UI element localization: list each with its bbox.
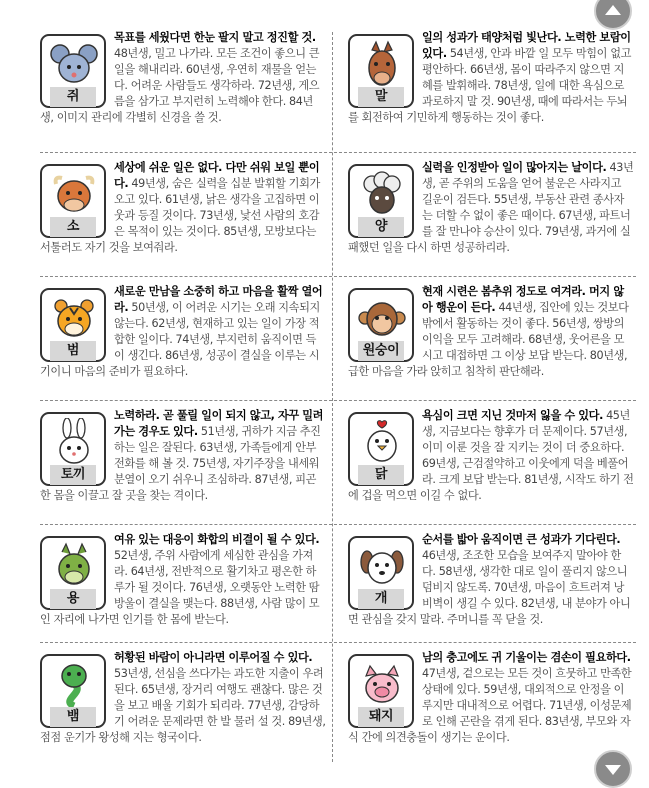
row-divider <box>40 642 636 643</box>
scroll-up-button[interactable] <box>594 0 632 30</box>
fortune-headline: 새로운 만남을 소중히 하고 마음을 활짝 열어라. <box>114 285 323 314</box>
zodiac-entry-pig <box>348 648 634 746</box>
fortune-body: 50년생, 이 어려운 시기는 오래 지속되지 않는다. 62년생, 현재하고 있는 일이 가장 적합한 일이다. 74년생, 부지런히 움직이면 득이 생긴다. 86년생, 성공이 결실을 이루는 시기이니 마음의 준비가 필요하다. <box>40 301 320 378</box>
zodiac-badge <box>40 412 106 486</box>
fortune-headline: 목표를 세웠다면 한눈 팔지 말고 정진할 것. <box>114 31 316 44</box>
rat-icon <box>50 40 98 90</box>
zodiac-name: 뱀 <box>50 707 96 727</box>
zodiac-badge <box>348 412 414 486</box>
zodiac-name: 용 <box>50 589 96 609</box>
scroll-down-button[interactable] <box>594 750 632 788</box>
zodiac-badge <box>348 164 414 238</box>
zodiac-name: 범 <box>50 341 96 361</box>
fortune-body: 43년생, 곧 주위의 도움을 얻어 불운은 사라지고 길운이 검든다. 55년생, 부동산 관련 종사자는 더할 수 없이 좋은 때이다. 67년생, 파트너를 잘 만나야 승산이 있다. 79년생, 과거에 실패했던 일을 다시 하면 성공하리라. <box>348 161 634 254</box>
zodiac-entry-rat <box>40 28 326 126</box>
zodiac-entry-dragon <box>40 530 326 628</box>
fortune-headline: 일의 성과가 태양처럼 빛난다. 노력한 보람이 있다. <box>422 31 631 60</box>
zodiac-name: 소 <box>50 217 96 237</box>
ox-icon <box>50 170 98 220</box>
zodiac-entry-snake <box>40 648 326 746</box>
fortune-headline: 현재 시련은 봄추위 정도로 여겨라. 머지 않아 행운이 든다. <box>422 285 624 314</box>
zodiac-name: 닭 <box>358 465 404 485</box>
horoscope-page <box>14 6 638 771</box>
zodiac-name: 양 <box>358 217 404 237</box>
dragon-icon <box>50 542 98 592</box>
fortune-body: 49년생, 숨은 실력을 십분 발휘할 기회가 오고 있다. 61년생, 낡은 생각을 고집하면 이웃과 등질 것이다. 73년생, 낯선 사람의 호감은 목적이 있는 것이다. 85년생, 모방보다는 서툴러도 자기 것을 보여줘라. <box>40 177 320 254</box>
zodiac-badge <box>40 654 106 728</box>
fortune-headline: 욕심이 크면 지닌 것마저 잃을 수 있다. <box>422 409 603 422</box>
zodiac-name: 토끼 <box>50 465 96 485</box>
fortune-headline: 노력하라. 곧 풀릴 일이 되지 않고, 자꾸 밀려가는 경우도 있다. <box>114 409 324 438</box>
tiger-icon <box>50 294 98 344</box>
pig-icon <box>358 660 406 710</box>
zodiac-entry-sheep <box>348 158 634 256</box>
column-divider <box>332 32 333 762</box>
fortune-body: 47년생, 겉으로는 모든 것이 흐뭇하고 만족한 상태에 있다. 59년생, 대외적으로 안정을 이루지만 대내적으로 어렵다. 71년생, 이성문제로 인해 곤란을 겪게 된다. 83년생, 부모와 자식 간에 의견충돌이 생기는 운이다. <box>348 667 632 744</box>
row-divider <box>40 400 636 401</box>
fortune-body: 54년생, 안과 바깥 일 모두 막힘이 없고 평안하다. 66년생, 몸이 따라주지 않으면 지혜를 발휘해라. 78년생, 일에 대한 욕심으로 과로하지 말 것. 90년생, 때에 따라서는 두뇌를 회전하여 기민하게 행동하는 것이 좋다. <box>348 47 632 124</box>
fortune-body: 52년생, 주위 사람에게 세심한 관심을 가져라. 64년생, 전반적으로 활기차고 평온한 하루가 될 것이다. 76년생, 오랫동안 노력한 땀방울이 결실을 맺는다. 88년생, 사람 많이 모인 자리에 나가면 인기를 한 몸에 받는다. <box>40 549 320 626</box>
row-divider <box>40 152 636 153</box>
zodiac-name: 원숭이 <box>358 341 404 361</box>
row-divider <box>40 524 636 525</box>
zodiac-entry-monkey <box>348 282 634 380</box>
dog-icon <box>358 542 406 592</box>
fortune-body: 45년생, 지금보다는 향후가 더 문제이다. 57년생, 이미 이룬 것을 잘 지키는 것이 더 중요하다. 69년생, 근검절약하고 이웃에게 덕을 베풀어라. 크게 보답 받는다. 81년생, 시작도 하기 전에 겁을 먹으면 이길 수 없다. <box>348 409 634 502</box>
horse-icon <box>358 40 406 90</box>
zodiac-badge <box>348 654 414 728</box>
zodiac-entry-tiger <box>40 282 326 380</box>
zodiac-name: 개 <box>358 589 404 609</box>
zodiac-entry-horse <box>348 28 634 126</box>
fortune-body: 44년생, 집안에 있는 것보다 밖에서 활동하는 것이 좋다. 56년생, 쌍방의 이익을 모두 고려해라. 68년생, 웃어른을 모시고 대접하면 그 이상 보답 받는다. 80년생, 급한 마음을 가라 앉히고 침착히 판단해라. <box>348 301 629 378</box>
zodiac-badge <box>348 536 414 610</box>
zodiac-entry-dog <box>348 530 634 628</box>
fortune-headline: 순서를 밟아 움직이면 큰 성과가 기다린다. <box>422 533 621 546</box>
monkey-icon <box>358 294 406 344</box>
zodiac-badge <box>40 536 106 610</box>
rooster-icon <box>358 418 406 468</box>
zodiac-entry-rabbit <box>40 406 326 504</box>
fortune-headline: 세상에 쉬운 일은 없다. 다만 쉬워 보일 뿐이다. <box>114 161 320 190</box>
fortune-headline: 여유 있는 대응이 화합의 비결이 될 수 있다. <box>114 533 320 546</box>
fortune-body: 53년생, 선심을 쓰다가는 과도한 지출이 우려된다. 65년생, 장거리 여행도 괜찮다. 많은 것을 보고 배울 기회가 되리라. 77년생, 감당하기 어려운 문제라면 한 발 물러 설 것. 89년생, 점점 운기가 왕성해 지는 형국이다. <box>40 667 326 744</box>
zodiac-name: 말 <box>358 87 404 107</box>
snake-icon <box>50 660 98 710</box>
zodiac-badge <box>40 288 106 362</box>
sheep-icon <box>358 170 406 220</box>
zodiac-badge <box>348 34 414 108</box>
zodiac-badge <box>40 34 106 108</box>
fortune-headline: 허황된 바람이 아니라면 이루어질 수 있다. <box>114 651 313 664</box>
zodiac-name: 쥐 <box>50 87 96 107</box>
zodiac-badge <box>348 288 414 362</box>
fortune-body: 51년생, 귀하가 지금 추진하는 일은 잘된다. 63년생, 가족들에게 안부 전화를 해 볼 것. 75년생, 자기주장을 내세워 분열이 오기 쉬우니 조심하라. 87년생, 피곤한 몸을 이끌고 잘 곳을 찾는 격이다. <box>40 425 321 502</box>
fortune-body: 46년생, 조조한 모습을 보여주지 말아야 한다. 58년생, 생각한 대로 일이 풀리지 않으니 덤비지 않도록. 70년생, 마음이 흐트러져 낭비벽이 생길 수 있다. 82년생, 내 분야가 아니면 관심을 갖지 말라. 주머니를 꼭 닫을 것. <box>348 549 631 626</box>
zodiac-name: 돼지 <box>358 707 404 727</box>
fortune-headline: 실력을 인정받아 일이 많아지는 날이다. <box>422 161 607 174</box>
rabbit-icon <box>50 418 98 468</box>
row-divider <box>40 276 636 277</box>
zodiac-badge <box>40 164 106 238</box>
zodiac-entry-ox <box>40 158 326 256</box>
fortune-headline: 남의 충고에도 귀 기울이는 겸손이 필요하다. <box>422 651 631 664</box>
fortune-body: 48년생, 밀고 나가라. 모든 조건이 좋으니 큰 일을 해내리라. 60년생, 우연히 재물을 얻는다. 어려운 사람들도 생각하라. 72년생, 게으름을 삼가고 부지런히 노력해야 한다. 84년생, 이미지 관리에 각별히 신경을 쓸 것. <box>40 47 320 124</box>
zodiac-entry-rooster <box>348 406 634 504</box>
